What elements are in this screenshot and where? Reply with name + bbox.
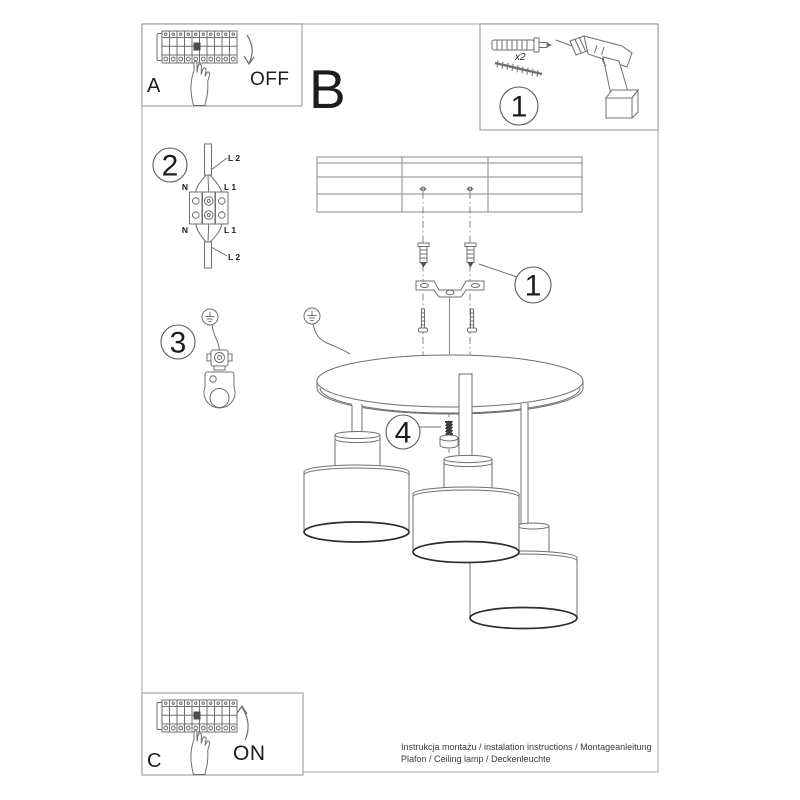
wire-label-n-top: N bbox=[181, 182, 188, 192]
breaker-panel-icon bbox=[157, 31, 237, 63]
screw-icon bbox=[419, 309, 428, 332]
callout-screw bbox=[386, 415, 441, 450]
parts-quantity: x2 bbox=[515, 52, 526, 63]
wall-plug-icon bbox=[418, 243, 429, 268]
grounding-diagram bbox=[204, 325, 235, 408]
wire-label-n-bottom: N bbox=[181, 225, 188, 235]
lampshade bbox=[304, 432, 409, 543]
lampshade bbox=[413, 455, 519, 562]
step-a-label: A bbox=[147, 75, 161, 97]
wiring-callout bbox=[153, 148, 187, 183]
footer-line1: Instrukcja montażu / instalation instructions / Montageanleitung bbox=[401, 742, 652, 752]
wall-plug-icon bbox=[465, 243, 476, 268]
step-b-label: B bbox=[309, 58, 346, 120]
callout-bracket-number: 1 bbox=[524, 269, 542, 303]
wire-label-l1-bottom: L 1 bbox=[224, 225, 237, 235]
ground-symbol-icon bbox=[304, 308, 320, 324]
footer-line2: Plafon / Ceiling lamp / Deckenleuchte bbox=[401, 754, 551, 764]
wire-label-l1-top: L 1 bbox=[224, 182, 237, 192]
wire-label-l2-bottom: L 2 bbox=[228, 252, 241, 262]
parts-callout-number: 1 bbox=[510, 90, 528, 124]
grounding-callout bbox=[161, 325, 195, 360]
ceiling-panel bbox=[317, 157, 582, 212]
mounting-bracket bbox=[416, 281, 484, 297]
parts-callout bbox=[500, 87, 538, 125]
parts-box bbox=[480, 24, 658, 130]
step-c-label: C bbox=[147, 750, 162, 772]
ground-symbol-icon bbox=[202, 309, 218, 325]
callout-bracket bbox=[479, 264, 551, 303]
terminal-block-diagram bbox=[190, 144, 229, 268]
step-box-c bbox=[142, 693, 303, 775]
footer bbox=[401, 742, 652, 764]
screw-icon bbox=[468, 309, 477, 332]
power-off-label: OFF bbox=[250, 69, 290, 90]
power-on-label: ON bbox=[233, 742, 266, 765]
step-box-a bbox=[142, 24, 302, 106]
callout-screw-number: 4 bbox=[394, 416, 412, 450]
thumb-screw-icon bbox=[440, 421, 458, 448]
wire-label-l2-top: L 2 bbox=[228, 153, 241, 163]
wiring-callout-number: 2 bbox=[161, 149, 179, 183]
ground-wire bbox=[313, 324, 350, 354]
breaker-panel-icon bbox=[157, 700, 237, 732]
grounding-callout-number: 3 bbox=[169, 326, 187, 360]
